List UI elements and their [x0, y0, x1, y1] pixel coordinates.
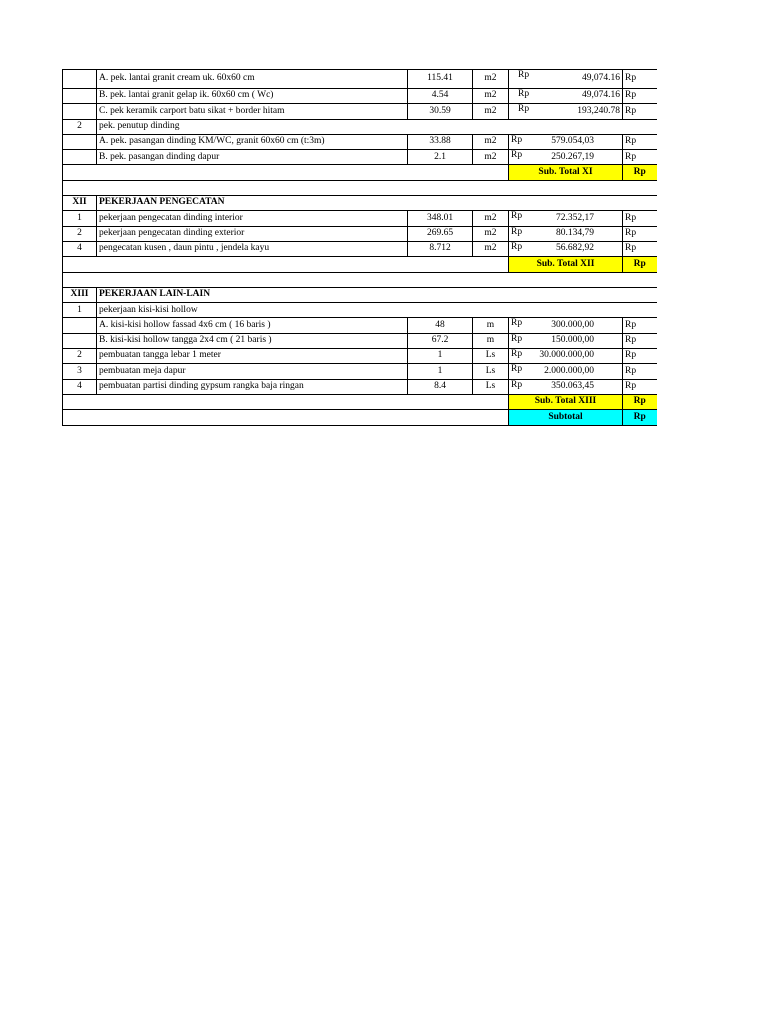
- item-description: pembuatan meja dapur: [97, 364, 408, 379]
- item-quantity: 67.2: [408, 333, 473, 348]
- subtotal-row: [63, 257, 657, 272]
- item-description: A. kisi-kisi hollow fassad 4x6 cm ( 16 baris ): [97, 318, 408, 333]
- item-number: [63, 70, 97, 89]
- item-unit-price: [509, 226, 623, 241]
- item-unit-price: [509, 318, 623, 333]
- item-unit-price: [509, 241, 623, 256]
- item-unit: m: [473, 318, 509, 333]
- section-header: [63, 287, 657, 302]
- section-title: PEKERJAAN LAIN-LAIN: [97, 287, 657, 302]
- subtotal-label: Sub. Total XIII: [509, 394, 623, 409]
- subtotal-currency: Rp: [623, 394, 657, 409]
- item-unit: m2: [473, 241, 509, 256]
- section-number: XII: [63, 196, 97, 211]
- item-number: 4: [63, 241, 97, 256]
- item-unit-price: [509, 89, 623, 104]
- item-quantity: 4.54: [408, 89, 473, 104]
- item-unit: m2: [473, 134, 509, 149]
- item-total-currency: Rp: [623, 70, 657, 89]
- item-quantity: 8.4: [408, 379, 473, 394]
- price-value: 250.267,19: [551, 151, 594, 162]
- item-unit: m2: [473, 104, 509, 119]
- item-quantity: 348.01: [408, 211, 473, 226]
- currency-label: Rp: [511, 379, 523, 390]
- spacer-row: [63, 180, 657, 195]
- subtotal-blank: [63, 394, 509, 409]
- grand-subtotal-row: [63, 410, 657, 425]
- item-unit-price: [509, 134, 623, 149]
- price-value: 80.134,79: [556, 228, 594, 239]
- subtotal-blank: [63, 257, 509, 272]
- subtotal-label: Sub. Total XI: [509, 165, 623, 180]
- subtotal-blank: [63, 410, 509, 425]
- table-row: [63, 104, 657, 119]
- item-total-currency: Rp: [623, 333, 657, 348]
- item-description: A. pek. lantai granit cream uk. 60x60 cm: [97, 70, 408, 89]
- item-unit-price: [509, 333, 623, 348]
- price-value: 300.000,00: [551, 319, 594, 330]
- grand-subtotal-label: Subtotal: [509, 410, 623, 425]
- currency-label: Rp: [511, 150, 523, 161]
- item-unit: m2: [473, 70, 509, 89]
- item-number: 2: [63, 349, 97, 364]
- table-row: [63, 303, 657, 318]
- subtotal-blank: [63, 165, 509, 180]
- price-value: 72.352,17: [556, 212, 594, 223]
- item-quantity: 2.1: [408, 150, 473, 165]
- table-row: [63, 241, 657, 256]
- item-total-currency: Rp: [623, 89, 657, 104]
- price-value: 150.000,00: [551, 335, 594, 346]
- price-value: 2.000.000,00: [544, 365, 594, 376]
- item-number: 2: [63, 226, 97, 241]
- item-total-currency: Rp: [623, 150, 657, 165]
- item-quantity: 48: [408, 318, 473, 333]
- item-total-currency: Rp: [623, 134, 657, 149]
- item-description: pengecatan kusen , daun pintu , jendela kayu: [97, 241, 408, 256]
- item-unit: Ls: [473, 349, 509, 364]
- subtotal-row: [63, 394, 657, 409]
- table-row: [63, 211, 657, 226]
- table-row: [63, 150, 657, 165]
- item-description: A. pek. pasangan dinding KM/WC, granit 60x60 cm (t:3m): [97, 134, 408, 149]
- item-description: C. pek keramik carport batu sikat + border hitam: [97, 104, 408, 119]
- table-row: [63, 379, 657, 394]
- spacer-row: [63, 272, 657, 287]
- item-number: [63, 150, 97, 165]
- section-title: PEKERJAAN PENGECATAN: [97, 196, 657, 211]
- item-unit: m2: [473, 150, 509, 165]
- section-header: [63, 196, 657, 211]
- item-unit: m2: [473, 211, 509, 226]
- currency-label: Rp: [511, 226, 523, 237]
- grand-subtotal-currency: Rp: [623, 410, 657, 425]
- item-number: [63, 134, 97, 149]
- item-description: pekerjaan pengecatan dinding exterior: [97, 226, 408, 241]
- item-description: B. pek. lantai granit gelap ik. 60x60 cm ( Wc): [97, 89, 408, 104]
- item-quantity: 30.59: [408, 104, 473, 119]
- subtotal-label: Sub. Total XII: [509, 257, 623, 272]
- table-row: [63, 119, 657, 134]
- item-quantity: 269.65: [408, 226, 473, 241]
- currency-label: Rp: [511, 318, 523, 329]
- item-unit: m2: [473, 89, 509, 104]
- table-row: [63, 364, 657, 379]
- table-row: [63, 89, 657, 104]
- price-value: 579.054,03: [551, 136, 594, 147]
- table-row: [63, 349, 657, 364]
- item-quantity: 1: [408, 349, 473, 364]
- item-description: pembuatan tangga lebar 1 meter: [97, 349, 408, 364]
- currency-label: Rp: [518, 104, 530, 115]
- price-value: 350.063,45: [551, 381, 594, 392]
- price-value: 49,074.16: [582, 73, 620, 84]
- item-unit-price: [509, 104, 623, 119]
- price-value: 193,240.78: [577, 105, 620, 116]
- subtotal-currency: Rp: [623, 257, 657, 272]
- item-quantity: 33.88: [408, 134, 473, 149]
- item-number: 1: [63, 211, 97, 226]
- item-total-currency: Rp: [623, 349, 657, 364]
- currency-label: Rp: [511, 364, 523, 375]
- table-row: [63, 226, 657, 241]
- price-value: 56.682,92: [556, 243, 594, 254]
- item-unit: m: [473, 333, 509, 348]
- item-total-currency: Rp: [623, 104, 657, 119]
- item-number: 4: [63, 379, 97, 394]
- item-total-currency: Rp: [623, 364, 657, 379]
- table-row: [63, 318, 657, 333]
- item-description: B. kisi-kisi hollow tangga 2x4 cm ( 21 baris ): [97, 333, 408, 348]
- item-quantity: 1: [408, 364, 473, 379]
- currency-label: Rp: [511, 211, 523, 222]
- item-number: [63, 318, 97, 333]
- item-number: [63, 89, 97, 104]
- item-number: [63, 333, 97, 348]
- item-description: pek. penutup dinding: [97, 119, 657, 134]
- table-row: [63, 134, 657, 149]
- section-number: XIII: [63, 287, 97, 302]
- item-number: 1: [63, 303, 97, 318]
- subtotal-row: [63, 165, 657, 180]
- item-total-currency: Rp: [623, 379, 657, 394]
- currency-label: Rp: [518, 89, 530, 99]
- currency-label: Rp: [518, 70, 530, 80]
- item-total-currency: Rp: [623, 211, 657, 226]
- item-unit: Ls: [473, 379, 509, 394]
- table-row: [63, 333, 657, 348]
- currency-label: Rp: [511, 333, 523, 344]
- item-unit-price: [509, 349, 623, 364]
- item-description: pembuatan partisi dinding gypsum rangka baja ringan: [97, 379, 408, 394]
- item-description: pekerjaan pengecatan dinding interior: [97, 211, 408, 226]
- currency-label: Rp: [511, 349, 523, 360]
- item-number: 2: [63, 119, 97, 134]
- item-unit-price: [509, 211, 623, 226]
- item-unit: Ls: [473, 364, 509, 379]
- item-total-currency: Rp: [623, 318, 657, 333]
- price-value: 30.000.000,00: [539, 350, 594, 361]
- item-number: 3: [63, 364, 97, 379]
- item-quantity: 115.41: [408, 70, 473, 89]
- item-unit-price: [509, 379, 623, 394]
- price-value: 49,074.16: [582, 90, 620, 101]
- table-row: [63, 70, 657, 89]
- item-description: pekerjaan kisi-kisi hollow: [97, 303, 657, 318]
- item-total-currency: Rp: [623, 241, 657, 256]
- item-unit-price: [509, 150, 623, 165]
- item-unit-price: [509, 70, 623, 89]
- item-number: [63, 104, 97, 119]
- cost-estimate-table: [62, 69, 657, 426]
- item-total-currency: Rp: [623, 226, 657, 241]
- item-description: B. pek. pasangan dinding dapur: [97, 150, 408, 165]
- item-quantity: 8.712: [408, 241, 473, 256]
- item-unit: m2: [473, 226, 509, 241]
- item-unit-price: [509, 364, 623, 379]
- currency-label: Rp: [511, 134, 523, 145]
- subtotal-currency: Rp: [623, 165, 657, 180]
- currency-label: Rp: [511, 241, 523, 252]
